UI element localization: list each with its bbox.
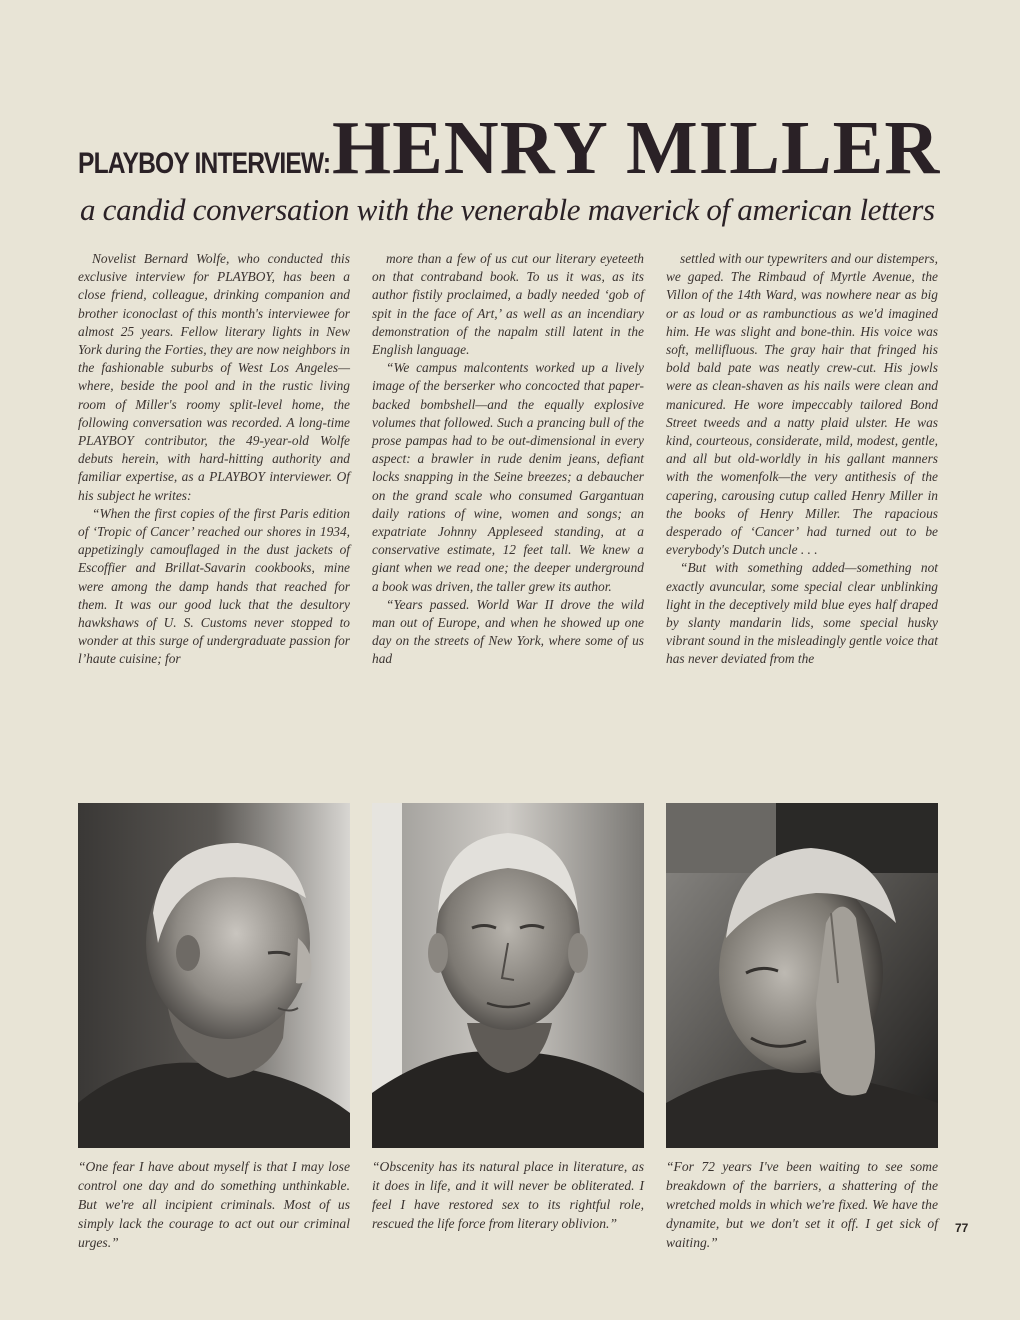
portrait-photo-frontal (372, 803, 644, 1148)
article-header (78, 105, 948, 192)
text-column-1 (78, 250, 350, 669)
portrait-frontal-icon (372, 803, 644, 1148)
portrait-photo-profile (78, 803, 350, 1148)
article-subtitle: a candid conversation with the venerable maverick of american letters (80, 192, 935, 227)
portrait-photo-hand-on-head (666, 803, 938, 1148)
interview-kicker: PLAYBOY INTERVIEW: (78, 147, 331, 180)
page-number: 77 (955, 1221, 969, 1235)
column-paragraph: “When the first copies of the first Paris edition of ‘Tropic of Cancer’ reached our shores in 1934, appetizingly camouflaged in the dust jackets of Escoffier and Brillat-Savarin cookbooks, mine were among the damp hands that reached for them. It was our good luck that the desultory hawkshaws of U. S. Customs never stopped to wonder at this surge of undergraduate passion for l’haute cuisine; for (78, 505, 350, 667)
portrait-profile-icon (78, 803, 350, 1148)
column-paragraph: “We campus malcontents worked up a lively image of the berserker who concocted that paper-backed bombshell—and the equally explosive volumes that followed. Such a prancing bull of the prose pampas had to be out-dimensional in every aspect: a brawler in rude denim jeans, defiant locks snapping in the Seine breezes; a debaucher on the grand scale who consumed Gargantuan daily rations of wine, women and songs; an expatriate Johnny Appleseed standing, at a conservative estimate, 12 feet tall. We knew a giant when we read one; the deeper underground a book was driven, the taller grew its author. (372, 360, 644, 594)
article-title: HENRY MILLER (332, 106, 941, 190)
portrait-hand-on-head-icon (666, 803, 938, 1148)
column-paragraph: “But with something added—something not exactly avuncular, some special clear unblinking light in the deceptively mild blue eyes half draped by slanty mandarin lids, some special husky vibrant sound in the misleadingly gentle voice that has never deviated from the (666, 560, 938, 667)
text-column-2 (372, 250, 644, 669)
column-paragraph: Novelist Bernard Wolfe, who conducted this exclusive interview for PLAYBOY, has been a close friend, colleague, drinking companion and brother iconoclast of this month's interviewee for almost 25 years. Fellow literary lights in New York during the Forties, they are now neighbors in the fashionable suburbs of West Los Angeles—where, beside the pool and in the rustic living room of Miller's roomy split-level home, the following conversation was recorded. A long-time PLAYBOY contributor, the 49-year-old Wolfe debuts herein, with hard-hitting authority and familiar expertise, as a PLAYBOY interviewer. Of his subject he writes: (78, 251, 350, 503)
column-paragraph: “Years passed. World War II drove the wild man out of Europe, and when he showed up one day on the streets of New York, where some of us had (372, 596, 644, 667)
photo-caption-2: “Obscenity has its natural place in literature, as it does in life, and it will never be obliterated. I feel I have restored sex to its rightful role, rescued the life force from literary oblivion.” (372, 1159, 644, 1231)
column-paragraph: settled with our typewriters and our distempers, we gaped. The Rimbaud of Myrtle Avenue, the Villon of the 14th Ward, was nowhere near as big or as loud or as rambunctious as we'd imagined him. He was slight and bone-thin. His voice was soft, mellifluous. The gray hair that fringed his bold bald pate was neatly crew-cut. His jowls were as clean-shaven as his nails were clean and manicured. He wore impeccably tailored Bond Street tweeds and a natty plaid ulster. He was kind, courteous, considerate, mild, modest, gentle, and all but old-worldly in his gallant manners with the womenfolk—the very antithesis of the capering, carousing cutup called Henry Miller in the books of Henry Miller. The rapacious desperado of ‘Cancer’ had turned out to be everybody's Dutch uncle . . . (666, 251, 938, 558)
text-column-3 (666, 250, 938, 669)
column-paragraph: more than a few of us cut our literary eyeteeth on that contraband book. To us it was, as its author fistily proclaimed, a badly needed ‘gob of spit in the face of Art,’ as well as an incendiary demonstration of the napalm still latent in the English language. (372, 251, 644, 358)
photo-caption-3: “For 72 years I've been waiting to see some breakdown of the barriers, a shattering of the wretched molds in which we're fixed. We have the dynamite, but we don't set it off. I get sick of waiting.” (666, 1159, 938, 1250)
photo-caption-1: “One fear I have about myself is that I may lose control one day and do something unthinkable. But we're all incipient criminals. Most of us simply lack the courage to act out our criminal urges.” (78, 1159, 350, 1250)
